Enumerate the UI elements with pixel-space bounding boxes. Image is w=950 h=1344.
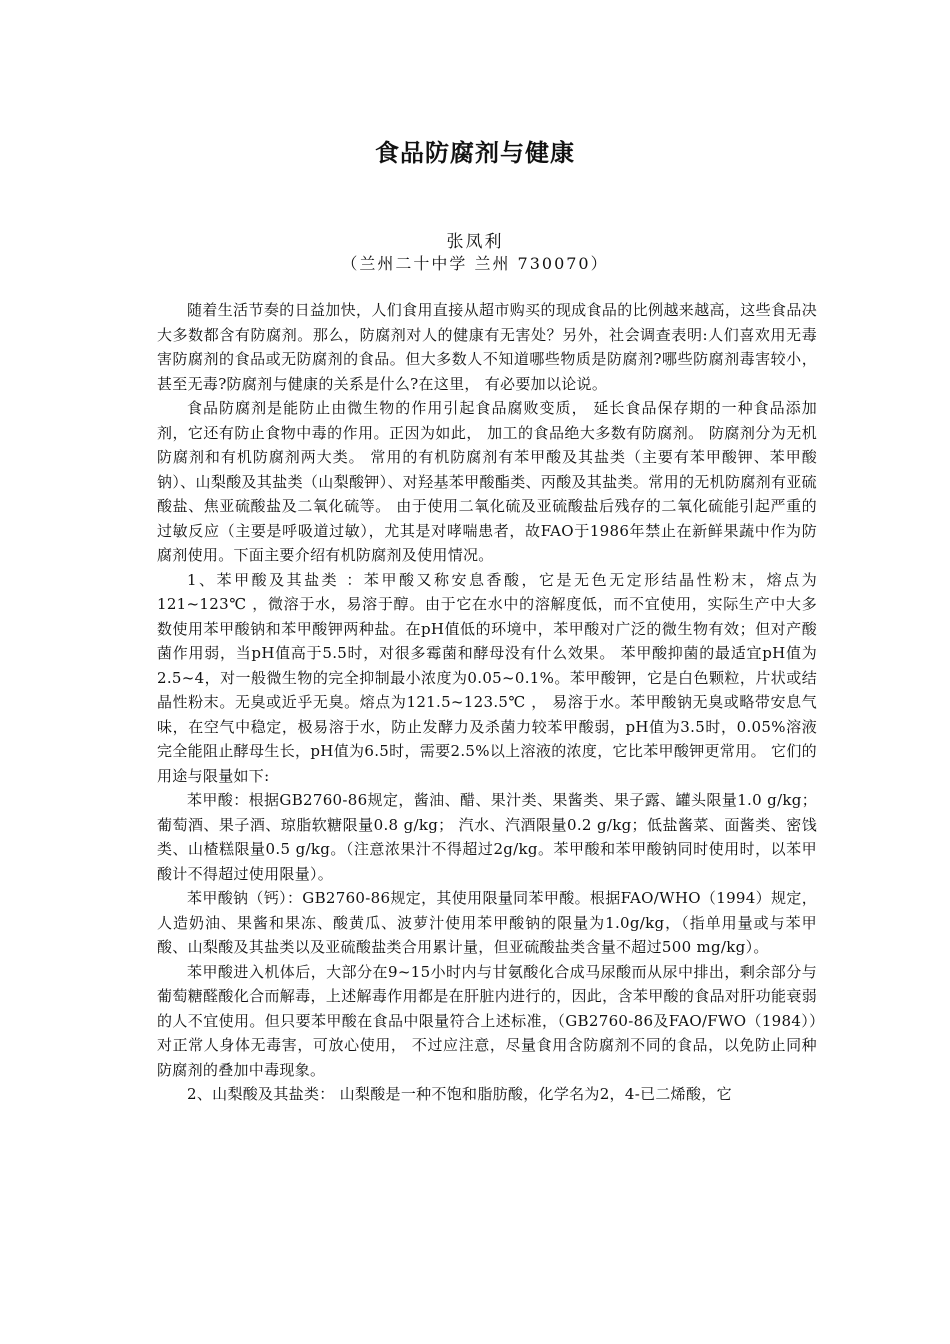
author-affiliation: （兰州二十中学 兰州 730070） <box>341 254 609 273</box>
paragraph-sodium-benzoate-limits: 苯甲酸钠（钙）：GB2760-86规定，其使用限量同苯甲酸。根据FAO/WHO（1994）规定，人造奶油、果酱和果冻、酸黄瓜、波萝汁使用苯甲酸钠的限量为1.0g/kg，（指单用量或与苯甲酸、山梨酸及其盐类以及亚硫酸盐类合用累计量，但亚硫酸盐类含量不超过500 mg/kg）。 <box>157 889 817 956</box>
document-title: 食品防腐剂与健康 <box>375 139 575 167</box>
paragraph-sorbic-acid: 2、山梨酸及其盐类： 山梨酸是一种不饱和脂肪酸，化学名为2，4-已二烯酸，它 <box>187 1085 732 1103</box>
paragraph-metabolism: 苯甲酸进入机体后，大部分在9~15小时内与甘氨酸化合成马尿酸而从尿中排出，剩余部分与葡萄糖醛酸化合而解毒，上述解毒作用都是在肝脏内进行的，因此，含苯甲酸的食品对肝功能衰弱的人不宜使用。但只要苯甲酸在食品中限量符合上述标准，（GB2760-86及FAO/FWO（1984））对正常人身体无毒害，可放心使用， 不过应注意，尽量食用含防腐剂不同的食品，以免防止同种防腐剂的叠加中毒现象。 <box>157 962 817 1079</box>
author-name: 张凤利 <box>446 232 504 252</box>
paragraph-benzoic-acid-limits: 苯甲酸：根据GB2760-86规定，酱油、醋、果汁类、果酱类、果子露、罐头限量1.0 g/kg；葡萄酒、果子酒、琼脂软糖限量0.8 g/kg； 汽水、汽酒限量0.2 g/kg；低盐酱菜、面酱类、密饯类、山楂糕限量0.5 g/kg。（注意浓果汁不得超过2g/kg。苯甲酸和苯甲酸钠同时使用时，以苯甲酸计不得超过使用限量）。 <box>157 791 817 883</box>
paragraph-definition: 食品防腐剂是能防止由微生物的作用引起食品腐败变质， 延长食品保存期的一种食品添加剂，它还有防止食物中毒的作用。正因为如此， 加工的食品绝大多数有防腐剂。 防腐剂分为无机防腐剂和有机防腐剂两大类。 常用的有机防腐剂有苯甲酸及其盐类（主要有苯甲酸钾、苯甲酸钠）、山梨酸及其盐类（山梨酸钾）、对羟基苯甲酸酯类、丙酸及其盐类。常用的无机防腐剂有亚硫酸盐、焦亚硫酸盐及二氧化硫等。 由于使用二氧化硫及亚硫酸盐后残存的二氧化硫能引起严重的过敏反应（主要是呼吸道过敏），尤其是对哮喘患者，故FAO于1986年禁止在新鲜果蔬中作为防腐剂使用。下面主要介绍有机防腐剂及使用情况。 <box>157 399 817 564</box>
paragraph-intro: 随着生活节奏的日益加快，人们食用直接从超市购买的现成食品的比例越来越高，这些食品决大多数都含有防腐剂。那么，防腐剂对人的健康有无害处？另外，社会调查表明:人们喜欢用无毒害防腐剂的食品或无防腐剂的食品。但大多数人不知道哪些物质是防腐剂?哪些防腐剂毒害较小，甚至无毒?防腐剂与健康的关系是什么?在这里， 有必要加以论说。 <box>157 301 817 393</box>
document-body <box>157 298 817 1107</box>
paragraph-benzoic-acid: 1、苯甲酸及其盐类 ：苯甲酸又称安息香酸，它是无色无定形结晶性粉末，熔点为121~123℃ ，微溶于水，易溶于醇。由于它在水中的溶解度低，而不宜使用，实际生产中大多数使用苯甲酸钠和苯甲酸钾两种盐。在pH值低的环境中，苯甲酸对广泛的微生物有效；但对产酸菌作用弱，当pH值高于5.5时，对很多霉菌和酵母没有什么效果。 苯甲酸抑菌的最适宜pH值为2.5~4，对一般微生物的完全抑制最小浓度为0.05~0.1%。苯甲酸钾，它是白色颗粒，片状或结晶性粉末。无臭或近乎无臭。熔点为121.5~123.5℃ ， 易溶于水。苯甲酸钠无臭或略带安息气味，在空气中稳定，极易溶于水，防止发酵力及杀菌力较苯甲酸弱，pH值为3.5时，0.05%溶液完全能阻止酵母生长，pH值为6.5时，需要2.5%以上溶液的浓度，它比苯甲酸钾更常用。 它们的用途与限量如下: <box>157 570 817 785</box>
